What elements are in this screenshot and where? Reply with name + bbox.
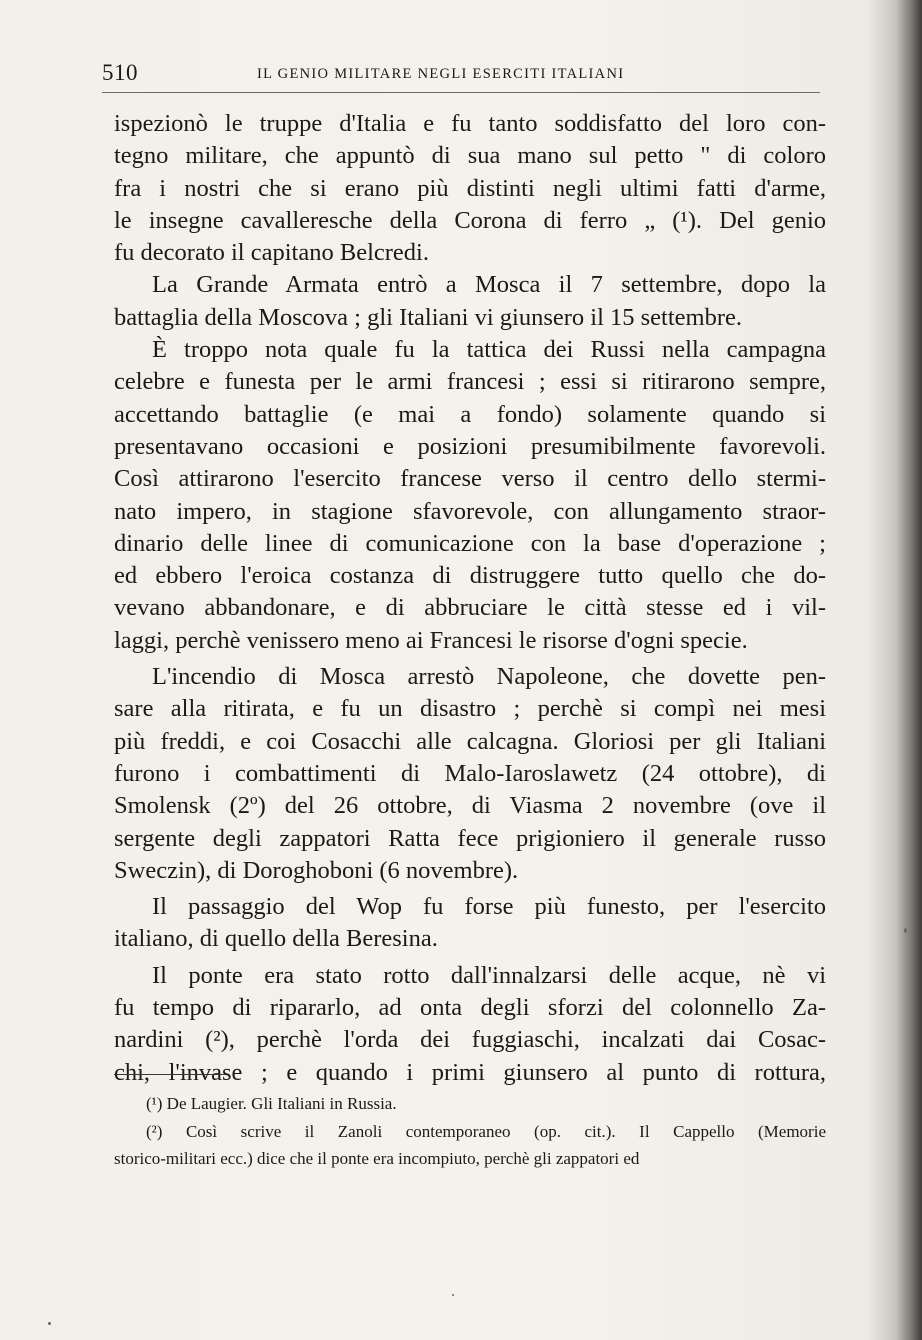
text-line: furono i combattimenti di Malo-Iaroslawetz (24 ottobre), di — [114, 759, 826, 787]
text-line: fra i nostri che si erano più distinti negli ultimi fatti d'arme, — [114, 174, 826, 202]
text-line: fu decorato il capitano Belcredi. — [114, 239, 429, 267]
text-line: sare alla ritirata, e fu un disastro ; perchè si compì nei mesi — [114, 695, 826, 723]
page-header — [102, 60, 822, 92]
text-line: Sweczin), di Doroghoboni (6 novembre). — [114, 856, 519, 884]
text-line: ed ebbero l'eroica costanza di distruggere tutto quello che do- — [114, 562, 826, 590]
running-head: IL GENIO MILITARE NEGLI ESERCITI ITALIANI — [257, 66, 625, 82]
page-number: 510 — [102, 60, 138, 85]
text-line: sergente degli zappatori Ratta fece prigioniero il generale russo — [114, 824, 826, 852]
text-line: più freddi, e coi Cosacchi alle calcagna. Gloriosi per gli Italiani — [114, 727, 826, 755]
header-rule — [102, 92, 820, 93]
text-line: Il passaggio del Wop fu forse più funesto, per l'esercito — [152, 893, 826, 921]
text-line: presentavano occasioni e posizioni presumibilmente favorevoli. — [114, 432, 826, 460]
footnotes — [114, 1090, 826, 1173]
text-line: Smolensk (2º) del 26 ottobre, di Viasma 2 novembre (ove il — [114, 792, 826, 820]
text-line: La Grande Armata entrò a Mosca il 7 settembre, dopo la — [152, 271, 826, 299]
text-line: laggi, perchè venissero meno ai Francesi le risorse d'ogni specie. — [114, 626, 748, 654]
text-line: fu tempo di ripararlo, ad onta degli sforzi del colonnello Za- — [114, 994, 826, 1022]
paper-speck — [48, 1322, 51, 1325]
paper-speck — [904, 928, 907, 933]
text-line: È troppo nota quale fu la tattica dei Russi nella campagna — [152, 336, 826, 364]
body-text — [114, 108, 826, 1089]
text-line: ispezionò le truppe d'Italia e fu tanto soddisfatto del loro con- — [114, 110, 826, 137]
text-line: dinario delle linee di comunicazione con la base d'operazione ; — [114, 529, 826, 557]
text-line: Così attirarono l'esercito francese verso il centro dello stermi- — [114, 465, 826, 493]
text-line: nardini (²), perchè l'orda dei fuggiaschi, incalzati dai Cosac- — [114, 1026, 826, 1054]
footnote-rule — [114, 1074, 226, 1075]
text-line: nato impero, in stagione sfavorevole, con allungamento straor- — [114, 497, 826, 525]
footnote-line: (¹) De Laugier. Gli Italiani in Russia. — [146, 1094, 397, 1113]
text-line: italiano, di quello della Beresina. — [114, 925, 438, 953]
text-line: L'incendio di Mosca arrestò Napoleone, che dovette pen- — [152, 663, 826, 691]
text-line: chi, l'invase ; e quando i primi giunsero al punto di rottura, — [114, 1058, 826, 1086]
footnote-line: (²) Così scrive il Zanoli contemporaneo (op. cit.). Il Cappello (Memorie — [146, 1121, 826, 1141]
text-line: celebre e funesta per le armi francesi ; essi si ritirarono sempre, — [114, 368, 826, 396]
text-line: vevano abbandonare, e di abbruciare le città stesse ed i vil- — [114, 594, 826, 622]
page-edge-shadow — [896, 0, 922, 1340]
text-line: tegno militare, che appuntò di sua mano sul petto " di coloro — [114, 142, 826, 170]
text-line: battaglia della Moscova ; gli Italiani vi giunsero il 15 settembre. — [114, 303, 742, 331]
footnote-line: storico-militari ecc.) dice che il ponte era incompiuto, perchè gli zappatori ed — [114, 1149, 640, 1168]
text-line: le insegne cavalleresche della Corona di ferro „ (¹). Del genio — [114, 206, 826, 234]
text-line: Il ponte era stato rotto dall'innalzarsi delle acque, nè vi — [152, 961, 826, 989]
paper-speck — [452, 1294, 454, 1296]
text-line: accettando battaglie (e mai a fondo) solamente quando si — [114, 400, 826, 428]
